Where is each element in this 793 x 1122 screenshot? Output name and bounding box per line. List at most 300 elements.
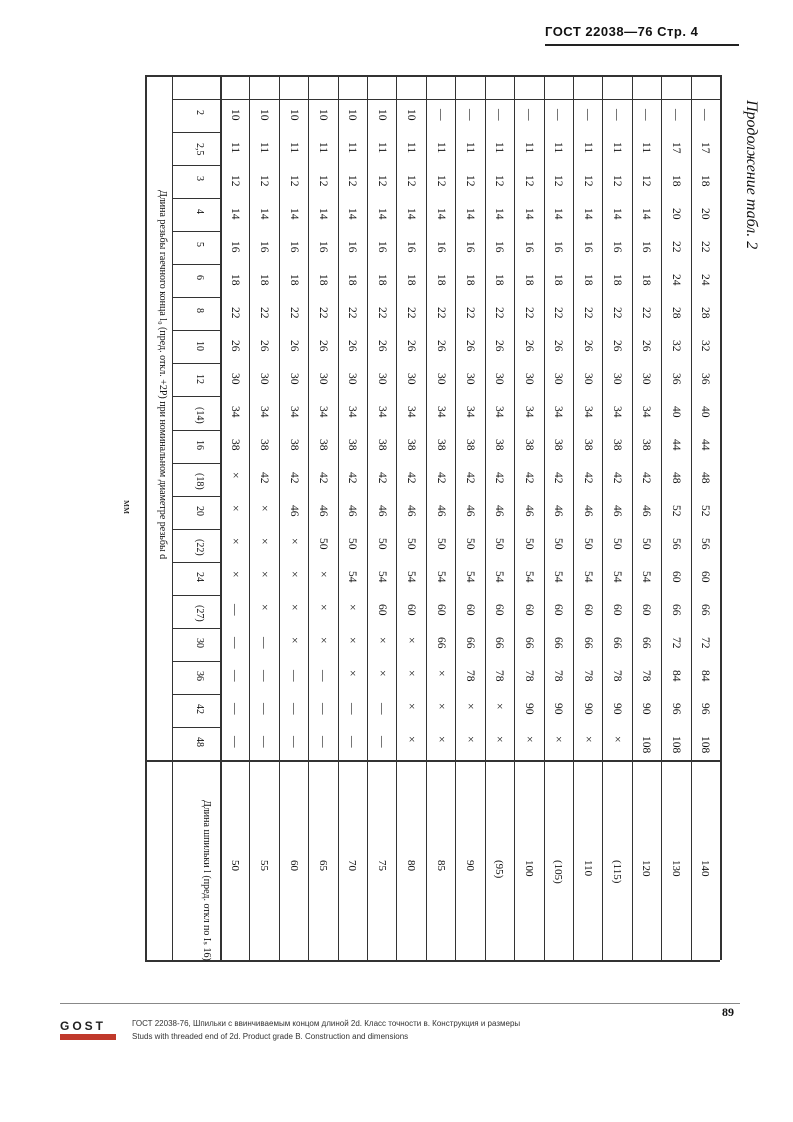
table-cell: 22 [611, 306, 624, 319]
length-value: 60 [287, 860, 300, 871]
diameter-header: (27) [194, 605, 205, 622]
table-cell: 22 [258, 306, 271, 319]
table-cell: 30 [316, 372, 329, 385]
table-cell: 50 [552, 538, 565, 550]
table-cell: 14 [464, 207, 476, 220]
table-cell: × [464, 736, 476, 743]
table-cell: 38 [258, 439, 271, 451]
table-cell: 12 [640, 174, 653, 187]
diameter-col-line [172, 727, 220, 728]
table-cell: × [405, 703, 418, 710]
table-cell: 42 [522, 472, 535, 484]
table-cell: 46 [375, 505, 388, 517]
table-cell: — [611, 108, 624, 121]
table-cell: 42 [287, 472, 300, 484]
table-cell: 22 [375, 306, 388, 319]
table-cell: 14 [258, 207, 271, 220]
table-cell: 11 [434, 141, 447, 153]
table-cell: 34 [346, 405, 359, 418]
table-cell: 54 [346, 571, 359, 583]
row-divider [367, 75, 368, 960]
table-cell: 18 [669, 174, 682, 187]
table-cell: 14 [375, 207, 388, 220]
table-cell: × [287, 637, 300, 644]
table-cell: 10 [316, 108, 329, 121]
table-cell: 26 [375, 339, 388, 352]
table-cell: — [669, 108, 682, 121]
table-cell: 42 [611, 472, 624, 484]
table-cell: — [493, 108, 506, 121]
diameter-col-line [172, 132, 220, 133]
table-cell: — [522, 108, 535, 121]
table-cell: 12 [611, 174, 624, 187]
table-cell: × [434, 670, 447, 677]
table-cell: 54 [434, 571, 447, 583]
table-cell: × [405, 736, 418, 743]
length-value: 90 [464, 860, 476, 871]
table-cell: 90 [611, 703, 624, 715]
diameter-header: 4 [194, 208, 205, 214]
length-value: 55 [258, 860, 271, 871]
table-cell: 46 [316, 505, 329, 517]
table-cell: 18 [522, 273, 535, 286]
table-cell: × [493, 703, 506, 710]
table-cell: 66 [640, 637, 653, 649]
table-cell: 16 [434, 240, 447, 253]
table-cell: 38 [581, 439, 594, 451]
table-cell: × [434, 736, 447, 743]
table-cell: 66 [611, 637, 624, 649]
table-cell: 22 [228, 306, 241, 319]
table-cell: 26 [316, 339, 329, 352]
table-cell: 52 [669, 505, 682, 517]
table-cell: × [258, 538, 271, 545]
table-cell: 48 [699, 472, 712, 484]
table-cell: 50 [405, 538, 418, 550]
table-cell: 12 [375, 174, 388, 187]
table-cell: 96 [699, 703, 712, 715]
table-cell: 12 [287, 174, 300, 187]
diameter-header: (22) [194, 539, 205, 556]
table-cell: 12 [258, 174, 271, 187]
table-cell: 34 [493, 405, 506, 418]
table-cell: 78 [552, 670, 565, 682]
table-cell: × [346, 604, 359, 611]
table-cell: 26 [493, 339, 506, 352]
diameter-col-line [172, 694, 220, 695]
table-cell: × [346, 637, 359, 644]
table-cell: 11 [405, 141, 418, 153]
table-cell: × [258, 571, 271, 578]
table-cell: — [287, 736, 300, 748]
row-divider [279, 75, 280, 960]
table-cell: 60 [434, 604, 447, 616]
footer-title-ru: ГОСТ 22038-76, Шпильки с ввинчиваемым концом длиной 2d. Класс точности в. Конструкция и размеры [132, 1019, 521, 1028]
table-cell: 72 [669, 637, 682, 649]
table-cell: 34 [228, 405, 241, 418]
table-cell: 54 [522, 571, 535, 583]
table-cell: 18 [375, 273, 388, 286]
table-cell: 56 [669, 538, 682, 550]
length-column-separator [145, 760, 720, 762]
table-cell: 14 [522, 207, 535, 220]
table-cell: 60 [464, 604, 476, 616]
table-cell: 18 [434, 273, 447, 286]
table-cell: 78 [493, 670, 506, 682]
table-cell: 54 [611, 571, 624, 583]
diameter-header: 12 [194, 373, 205, 384]
table-cell: 66 [699, 604, 712, 616]
table-cell: 46 [493, 505, 506, 517]
table-cell: — [375, 703, 388, 715]
table-cell: 16 [346, 240, 359, 253]
table-cell: 14 [493, 207, 506, 220]
table-right-border [720, 75, 722, 960]
table-cell: 34 [405, 405, 418, 418]
table-cell: 72 [699, 637, 712, 649]
table-cell: 46 [522, 505, 535, 517]
table-cell: 30 [581, 372, 594, 385]
table-cell: — [552, 108, 565, 121]
table-cell: 54 [375, 571, 388, 583]
table-cell: 18 [493, 273, 506, 286]
table-cell: 50 [522, 538, 535, 550]
table-cell: × [258, 604, 271, 611]
table-cell: × [258, 505, 271, 512]
table-cell: 22 [522, 306, 535, 319]
table-cell: 40 [699, 405, 712, 418]
table-cell: 12 [405, 174, 418, 187]
table-cell: 44 [699, 439, 712, 451]
table-cell: 54 [464, 571, 476, 583]
table-cell: — [258, 703, 271, 715]
table-cell: 12 [346, 174, 359, 187]
logo-bar [60, 1034, 116, 1040]
footer-title-en: Studs with threaded end of 2d. Product grade B. Construction and dimensions [132, 1032, 409, 1041]
table-cell: × [287, 604, 300, 611]
table-cell: 26 [522, 339, 535, 352]
table-cell: 30 [405, 372, 418, 385]
table-cell: — [258, 736, 271, 748]
table-cell: — [287, 703, 300, 715]
page-number: 89 [722, 1005, 734, 1019]
table-cell: 78 [522, 670, 535, 682]
table-cell: 18 [287, 273, 300, 286]
row-divider [338, 75, 339, 960]
table-cell: — [346, 736, 359, 748]
table-cell: 30 [228, 372, 241, 385]
table-cell: 30 [346, 372, 359, 385]
table-cell: 60 [522, 604, 535, 616]
diameter-col-line [172, 330, 220, 331]
table-cell: 12 [228, 174, 241, 187]
table-cell: × [464, 703, 476, 710]
table-cell: 38 [640, 439, 653, 451]
diameter-col-line [172, 165, 220, 166]
table-cell: 12 [552, 174, 565, 187]
table-cell: 60 [699, 571, 712, 583]
table-cell: 78 [611, 670, 624, 682]
table-cell: 14 [316, 207, 329, 220]
table-cell: 18 [405, 273, 418, 286]
length-value: 120 [640, 860, 653, 877]
table-cell: 18 [640, 273, 653, 286]
row-divider [691, 75, 692, 960]
table-cell: 16 [287, 240, 300, 253]
diameter-header: (18) [194, 473, 205, 490]
table-cell: 16 [258, 240, 271, 253]
table-cell: 42 [405, 472, 418, 484]
length-value: 65 [316, 860, 329, 871]
table-cell: 108 [669, 736, 682, 754]
table-cell: 14 [581, 207, 594, 220]
table-cell: 38 [434, 439, 447, 451]
table-cell: 30 [287, 372, 300, 385]
table-top-border [145, 75, 720, 77]
length-value: 80 [405, 860, 418, 871]
table-cell: 78 [464, 670, 476, 682]
table-cell: 10 [346, 108, 359, 121]
table-cell: 14 [640, 207, 653, 220]
table-cell: 78 [581, 670, 594, 682]
table-cell: × [405, 670, 418, 677]
table-cell: 11 [464, 141, 476, 153]
table-cell: 34 [287, 405, 300, 418]
group-header: Длина резьбы гаечного конца l₀ (пред. откл. +2P) при номинальном диаметре резьбы d [157, 190, 168, 560]
table-cell: 16 [405, 240, 418, 253]
diameter-header: 10 [194, 340, 205, 351]
table-cell: × [611, 736, 624, 743]
table-cell: 11 [375, 141, 388, 153]
table-cell: 38 [464, 439, 476, 451]
table-cell: 22 [493, 306, 506, 319]
running-header: ГОСТ 22038—76 Стр. 4 [545, 24, 699, 39]
table-cell: — [228, 703, 241, 715]
diameter-header: 8 [194, 307, 205, 313]
table-cell: 38 [405, 439, 418, 451]
table-cell: — [581, 108, 594, 121]
table-cell: 18 [228, 273, 241, 286]
diameter-col-line [172, 363, 220, 364]
table-cell: 16 [522, 240, 535, 253]
table-cell: 36 [699, 372, 712, 385]
diameter-col-line [172, 529, 220, 530]
table-cell: — [228, 670, 241, 682]
diameter-header: 20 [194, 506, 205, 517]
table-cell: 22 [316, 306, 329, 319]
table-cell: 50 [493, 538, 506, 550]
diameter-header: 5 [194, 241, 205, 247]
table-cell: 12 [316, 174, 329, 187]
table-cell: 16 [611, 240, 624, 253]
table-cell: 26 [346, 339, 359, 352]
table-cell: 34 [434, 405, 447, 418]
row-divider [308, 75, 309, 960]
table-cell: 26 [258, 339, 271, 352]
table-cell: 11 [611, 141, 624, 153]
row-divider [249, 75, 250, 960]
table-cell: 10 [405, 108, 418, 121]
table-cell: — [228, 637, 241, 649]
table-cell: × [375, 670, 388, 677]
table-cell: 38 [375, 439, 388, 451]
table-cell: 90 [640, 703, 653, 715]
table-cell: 66 [552, 637, 565, 649]
table-cell: 10 [375, 108, 388, 121]
table-cell: 10 [258, 108, 271, 121]
table-cell: 46 [434, 505, 447, 517]
table-cell: 14 [611, 207, 624, 220]
table-cell: 11 [287, 141, 300, 153]
table-cell: — [434, 108, 447, 121]
table-cell: — [640, 108, 653, 121]
diameter-col-line [172, 628, 220, 629]
table-cell: 11 [346, 141, 359, 153]
table-cell: 16 [640, 240, 653, 253]
table-cell: 11 [640, 141, 653, 153]
table-cell: 26 [405, 339, 418, 352]
table-cell: 22 [434, 306, 447, 319]
row-divider [426, 75, 427, 960]
table-cell: 16 [581, 240, 594, 253]
table-cell: 60 [493, 604, 506, 616]
table-cell: 84 [669, 670, 682, 682]
table-cell: 90 [581, 703, 594, 715]
table-cell: 12 [493, 174, 506, 187]
table-cell: 14 [346, 207, 359, 220]
table-cell: 34 [640, 405, 653, 418]
length-value: 130 [669, 860, 682, 877]
table-cell: 38 [611, 439, 624, 451]
table-cell: 84 [699, 670, 712, 682]
table-cell: 12 [522, 174, 535, 187]
table-cell: 26 [581, 339, 594, 352]
table-cell: 38 [228, 439, 241, 451]
table-cell: 42 [581, 472, 594, 484]
table-cell: — [346, 703, 359, 715]
table-cell: 60 [375, 604, 388, 616]
table-cell: — [316, 703, 329, 715]
table-cell: 42 [346, 472, 359, 484]
table-cell: 42 [493, 472, 506, 484]
table-cell: 66 [434, 637, 447, 649]
table-cell: 38 [316, 439, 329, 451]
diameter-header: 48 [194, 737, 205, 748]
table-cell: 30 [258, 372, 271, 385]
logo-text: GOST [60, 1019, 107, 1033]
table-cell: — [228, 604, 241, 616]
table-cell: 52 [699, 505, 712, 517]
table-cell: 17 [699, 141, 712, 154]
diameter-header: 2 [194, 109, 205, 115]
table-cell: 60 [640, 604, 653, 616]
length-value: 100 [522, 860, 535, 877]
table-cell: × [581, 736, 594, 743]
diameter-col-line [172, 264, 220, 265]
diameter-header: 2,5 [194, 142, 205, 156]
row-divider [573, 75, 574, 960]
table-cell: 24 [669, 273, 682, 286]
table-cell: 60 [405, 604, 418, 616]
table-cell: 90 [552, 703, 565, 715]
table-cell: × [316, 571, 329, 578]
diameter-header: 24 [194, 572, 205, 583]
table-cell: 46 [581, 505, 594, 517]
row-divider [632, 75, 633, 960]
table-cell: × [228, 538, 241, 545]
table-cell: 38 [552, 439, 565, 451]
table-cell: 22 [581, 306, 594, 319]
table-cell: × [316, 637, 329, 644]
table-cell: 90 [522, 703, 535, 715]
table-cell: 46 [552, 505, 565, 517]
diameter-col-line [172, 661, 220, 662]
table-cell: 22 [640, 306, 653, 319]
table-cell: 30 [464, 372, 476, 385]
table-cell: 50 [316, 538, 329, 550]
row-divider [514, 75, 515, 960]
diameter-col-line [172, 297, 220, 298]
table-cell: 66 [669, 604, 682, 616]
diameter-header: 36 [194, 671, 205, 682]
table-cell: 50 [640, 538, 653, 550]
footer-rule [60, 1003, 740, 1004]
table-cell: 11 [581, 141, 594, 153]
table-cell: 42 [434, 472, 447, 484]
row-divider [485, 75, 486, 960]
table-cell: 16 [493, 240, 506, 253]
diameter-col-line [172, 463, 220, 464]
table-cell: 30 [493, 372, 506, 385]
table-cell: 18 [581, 273, 594, 286]
table-cell: 36 [669, 372, 682, 385]
table-cell: 54 [493, 571, 506, 583]
table-cell: 46 [405, 505, 418, 517]
table-cell: × [405, 637, 418, 644]
table-cell: 54 [552, 571, 565, 583]
table-cell: 42 [640, 472, 653, 484]
table-cell: 50 [346, 538, 359, 550]
table-cell: × [375, 637, 388, 644]
table-cell: 11 [228, 141, 241, 153]
table-cell: 50 [581, 538, 594, 550]
header-separator [220, 75, 222, 960]
diameter-header: (14) [194, 406, 205, 424]
table-cell: × [287, 538, 300, 545]
table-cell: 42 [258, 472, 271, 484]
table-cell: 42 [375, 472, 388, 484]
table-cell: 46 [287, 505, 300, 517]
table-cell: 22 [669, 240, 682, 253]
table-cell: — [228, 736, 241, 748]
table-cell: 11 [316, 141, 329, 153]
table-cell: 18 [552, 273, 565, 286]
table-cell: 14 [405, 207, 418, 220]
table-cell: 50 [375, 538, 388, 550]
table-cell: 54 [581, 571, 594, 583]
table-cell: 32 [699, 339, 712, 352]
table-cell: 34 [552, 405, 565, 418]
units-label: мм [121, 500, 133, 514]
table-cell: × [552, 736, 565, 743]
diameter-col-line [172, 231, 220, 232]
table-cell: 34 [522, 405, 535, 418]
table-cell: 34 [316, 405, 329, 418]
diameter-col-line [172, 198, 220, 199]
group-header-separator [172, 75, 173, 960]
length-value: (95) [493, 860, 506, 879]
table-cell: 18 [316, 273, 329, 286]
